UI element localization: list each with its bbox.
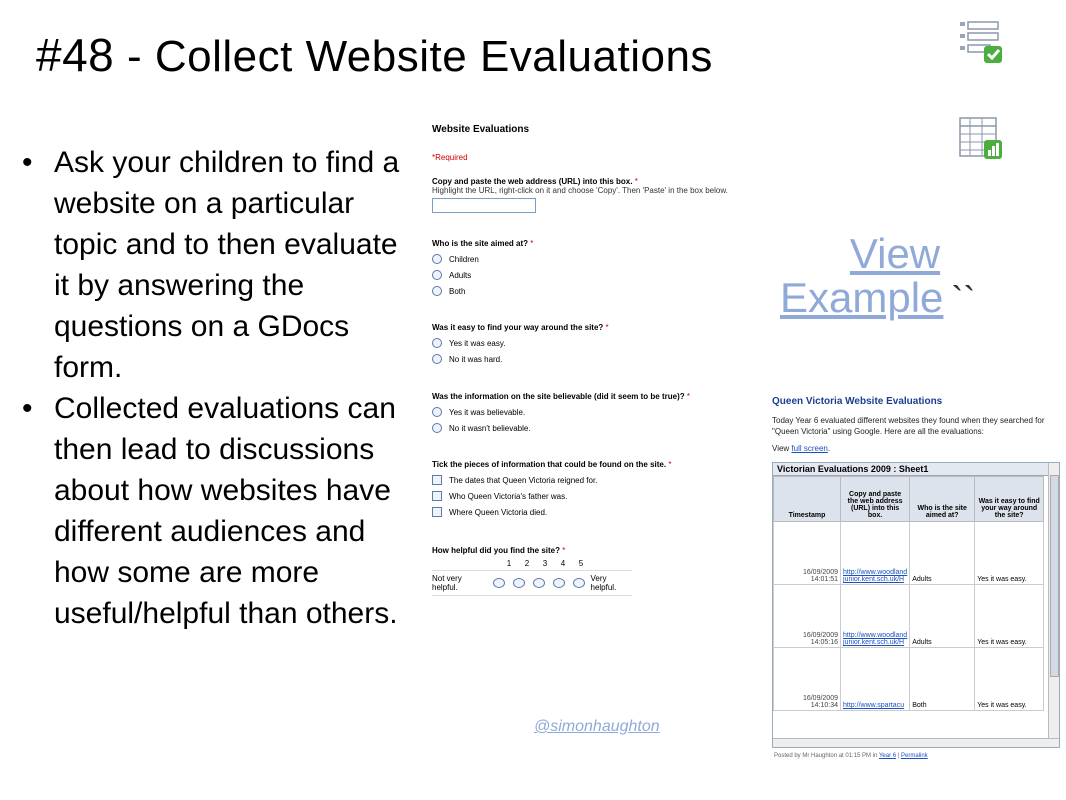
question-title: Who is the site aimed at? bbox=[432, 239, 529, 248]
spreadsheet-screenshot bbox=[772, 396, 1066, 768]
scrollbar-thumb[interactable] bbox=[1050, 475, 1059, 677]
form-title: Website Evaluations bbox=[432, 124, 530, 135]
radio-option[interactable]: Yes it was believable. bbox=[432, 404, 690, 420]
question-helpful: How helpful did you find the site? * 1 2 3 4 5 Not very helpful. Very helpful. bbox=[432, 546, 632, 596]
sheet-description: Today Year 6 evaluated different websites they found when they searched for "Queen Victoria" using Google. Here are all the evaluations: View full screen. bbox=[772, 416, 1045, 453]
form-screenshot bbox=[424, 112, 764, 592]
table-link[interactable]: junior.kent.sch.uk/H bbox=[843, 576, 905, 583]
horizontal-scrollbar[interactable] bbox=[773, 738, 1059, 747]
spreadsheet-icon bbox=[958, 116, 1006, 169]
table-link[interactable]: http://www.woodland bbox=[843, 569, 908, 576]
table-link[interactable]: junior.kent.sch.uk/H bbox=[843, 639, 905, 646]
full-screen-link[interactable]: full screen bbox=[791, 444, 828, 453]
question-help: Highlight the URL, right-click on it and choose 'Copy'. Then 'Paste' in the box below. bbox=[432, 186, 728, 195]
radio-option[interactable]: Both bbox=[432, 283, 533, 299]
checkbox-icon[interactable] bbox=[432, 491, 442, 501]
question-title: Copy and paste the web address (URL) into this box. bbox=[432, 177, 633, 186]
table-row: 16/09/2009 14:05:16 http://www.woodland junior.kent.sch.uk/H Adults Yes it was easy. bbox=[774, 585, 1044, 648]
stray-marks: `` bbox=[951, 279, 976, 320]
bullet-list bbox=[18, 142, 413, 634]
author-handle bbox=[534, 718, 660, 736]
radio-option[interactable]: Children bbox=[432, 251, 533, 267]
radio-icon[interactable] bbox=[432, 423, 442, 433]
scale-row bbox=[432, 570, 632, 596]
question-url: Copy and paste the web address (URL) into this box. * Highlight the URL, right-click on it and choose 'Copy'. Then 'Paste' in the box below. bbox=[432, 177, 728, 213]
permalink-link[interactable]: Permalink bbox=[901, 753, 928, 759]
scale-radio[interactable] bbox=[573, 578, 585, 588]
embedded-sheet bbox=[772, 462, 1060, 748]
scale-numbers: 1 2 3 4 5 bbox=[506, 559, 584, 568]
title-separator: - bbox=[114, 32, 155, 81]
form-required-note: *Required bbox=[432, 153, 468, 162]
slide-title bbox=[36, 28, 713, 82]
bullet-item: • Ask your children to find a website on a particular topic and to then evaluate it by answering the questions on a GDocs form. bbox=[18, 142, 413, 388]
sheet-title: Queen Victoria Website Evaluations bbox=[772, 396, 943, 407]
scale-high-label: Very helpful. bbox=[590, 574, 617, 592]
radio-icon[interactable] bbox=[432, 407, 442, 417]
view-example bbox=[780, 232, 1020, 322]
scale-low-label: Not very helpful. bbox=[432, 574, 462, 592]
question-audience: Who is the site aimed at? * Children Adults Both bbox=[432, 239, 533, 299]
vertical-scrollbar[interactable] bbox=[1048, 463, 1059, 747]
table-link[interactable]: http://www.woodland bbox=[843, 632, 908, 639]
checkbox-icon[interactable] bbox=[432, 475, 442, 485]
table-link[interactable]: http://www.spartacu bbox=[843, 702, 905, 709]
radio-option[interactable]: No it wasn't believable. bbox=[432, 420, 690, 436]
category-link[interactable]: Year 6 bbox=[878, 753, 897, 759]
table-row: 16/09/2009 14:01:51 http://www.woodland junior.kent.sch.uk/H Adults Yes it was easy. bbox=[774, 522, 1044, 585]
question-believable: Was the information on the site believable (did it seem to be true)? * Yes it was believable. No it wasn't believable. bbox=[432, 392, 690, 436]
url-input[interactable] bbox=[432, 198, 536, 213]
bullet-item: • Collected evaluations can then lead to discussions about how websites have different audiences and how some are more useful/helpful than others. bbox=[18, 388, 413, 634]
table-header-row: Timestamp Copy and paste the web address (URL) into this box. Who is the site aimed at? Was it easy to find your way around the site? bbox=[774, 477, 1044, 522]
radio-icon[interactable] bbox=[432, 338, 442, 348]
scale-radio[interactable] bbox=[553, 578, 565, 588]
scale-radio[interactable] bbox=[493, 578, 505, 588]
question-title: Was the information on the site believable (did it seem to be true)? bbox=[432, 392, 685, 401]
title-text: Collect Website Evaluations bbox=[154, 32, 713, 81]
scale-radio[interactable] bbox=[533, 578, 545, 588]
question-title: Was it easy to find your way around the site? bbox=[432, 323, 604, 332]
scale-radio[interactable] bbox=[513, 578, 525, 588]
question-information: Tick the pieces of information that could be found on the site. * The dates that Queen Victoria reigned for. Who Queen Victoria's father was. Where Queen Victoria died. bbox=[432, 460, 671, 520]
radio-icon[interactable] bbox=[432, 286, 442, 296]
question-navigation: Was it easy to find your way around the site? * Yes it was easy. No it was hard. bbox=[432, 323, 609, 367]
twitter-handle-link[interactable]: @simonhaughton bbox=[534, 718, 660, 735]
checkbox-option[interactable]: Who Queen Victoria's father was. bbox=[432, 488, 671, 504]
radio-option[interactable]: Yes it was easy. bbox=[432, 335, 609, 351]
checkbox-option[interactable]: The dates that Queen Victoria reigned for. bbox=[432, 472, 671, 488]
google-form-icon bbox=[958, 20, 1006, 73]
radio-icon[interactable] bbox=[432, 254, 442, 264]
radio-option[interactable]: No it was hard. bbox=[432, 351, 609, 367]
sheet-grid-title: Victorian Evaluations 2009 : Sheet1 bbox=[773, 463, 1059, 476]
radio-icon[interactable] bbox=[432, 270, 442, 280]
question-title: How helpful did you find the site? bbox=[432, 546, 560, 555]
post-footer: Posted by Mr Haughton at 01:15 PM in Year 6 | Permalink bbox=[774, 753, 928, 759]
checkbox-option[interactable]: Where Queen Victoria died. bbox=[432, 504, 671, 520]
checkbox-icon[interactable] bbox=[432, 507, 442, 517]
evaluations-table bbox=[773, 476, 1044, 711]
table-row: 16/09/2009 14:10:34 http://www.spartacu Both Yes it was easy. bbox=[774, 648, 1044, 711]
question-title: Tick the pieces of information that could be found on the site. bbox=[432, 460, 667, 469]
radio-icon[interactable] bbox=[432, 354, 442, 364]
view-example-link[interactable]: View bbox=[849, 230, 941, 277]
view-example-link-2[interactable]: Example bbox=[780, 274, 944, 321]
radio-option[interactable]: Adults bbox=[432, 267, 533, 283]
slide-number: #48 bbox=[36, 29, 115, 81]
